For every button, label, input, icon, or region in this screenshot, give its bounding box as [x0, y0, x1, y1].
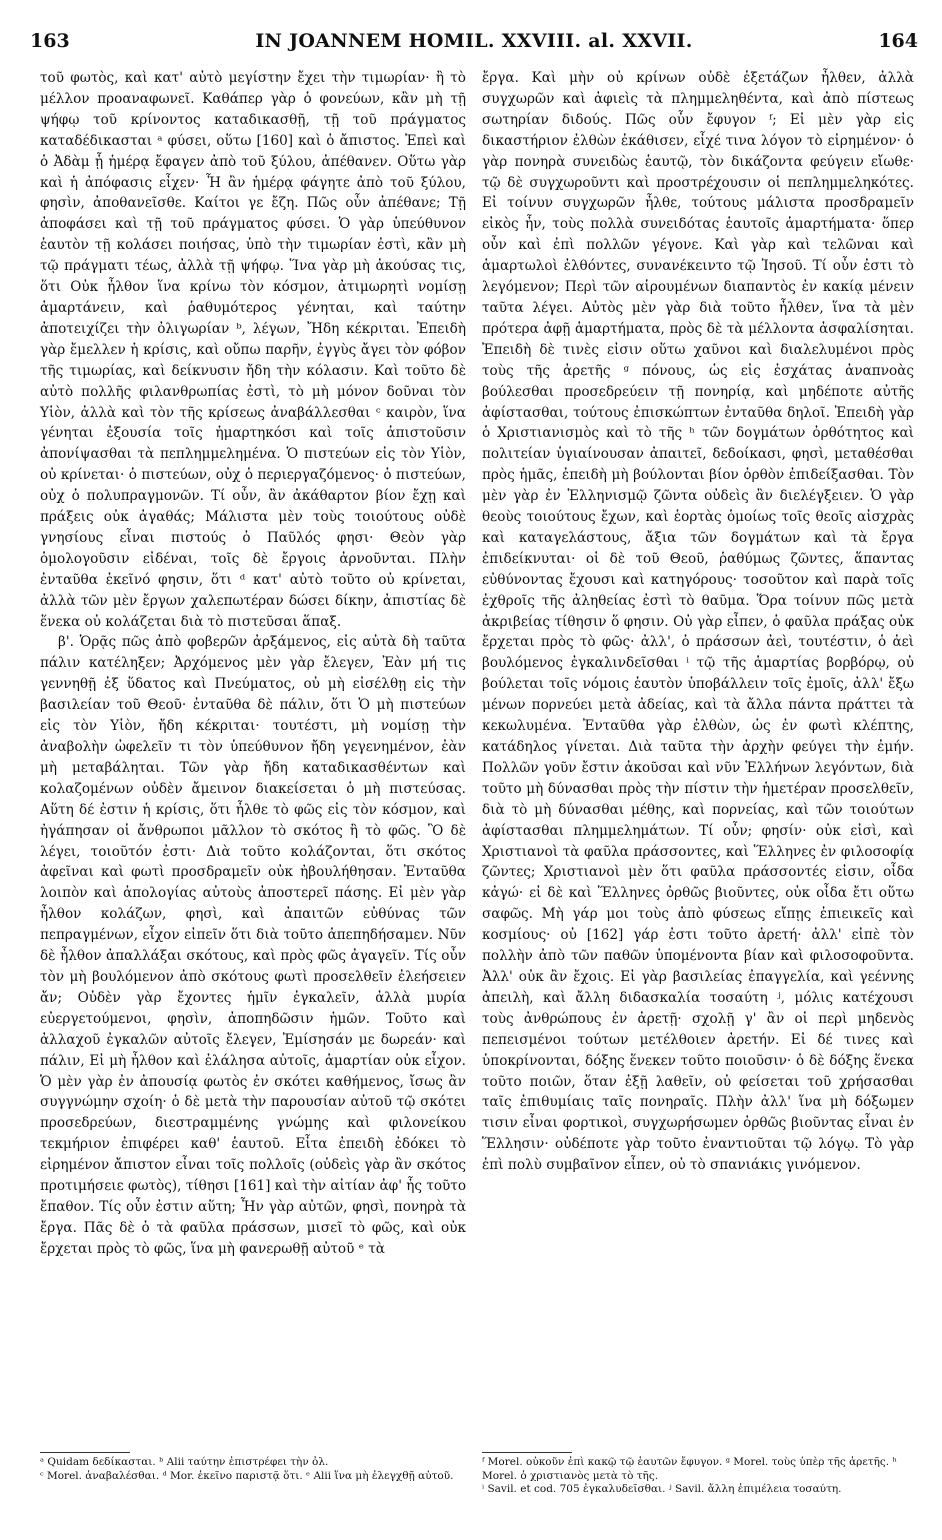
- page-number-left: 163: [30, 30, 70, 52]
- footnote-rule-right: [482, 1452, 572, 1453]
- page-number-right: 164: [878, 30, 918, 52]
- left-paragraph-2: β'. Ὁρᾷς πῶς ἀπὸ φοβερῶν ἀρξάμενος, εἰς αὐτὰ δὴ ταῦτα πάλιν κατέληξεν; Ἀρχόμενος μὲν γὰρ ἔλεγεν, Ἐὰν μή τις γεννηθῇ ἐξ ὕδατος καὶ Πνεύματος, οὐ μὴ εἰσέλθῃ εἰς τὴν βασιλείαν τοῦ Θεοῦ· ἐνταῦθα δὲ πάλιν, ὅτι Ὁ μὴ πιστεύων εἰς τὸν Υἱὸν, ἤδη κέκριται· τουτέστι, μὴ νομίσῃ τὴν ἀναβολὴν ὠφελεῖν τι τὸν ὑπεύθυνον ἤδη γεγενημένον, ἐὰν μὴ μεταβάληται. Τῶν γὰρ ἤδη καταδικασθέντων καὶ κολαζομένων οὐδὲν ἄμεινον διακείσεται ὁ μὴ πιστεύσας. Αὕτη δέ ἐστιν ἡ κρίσις, ὅτι ἦλθε τὸ φῶς εἰς τὸν κόσμον, καὶ ἠγάπησαν οἱ ἄνθρωποι μᾶλλον τὸ σκότος ἢ τὸ φῶς. Ὃ δὲ λέγει, τοιοῦτόν ἐστι· Διὰ τοῦτο κολάζονται, ὅτι σκότος ἀφεῖναι καὶ φωτὶ προσδραμεῖν οὐκ ἠβουλήθησαν. Ἐνταῦθα λοιπὸν καὶ ἀπολογίας αὐτοὺς ἀποστερεῖ πάσης. Εἰ μὲν γὰρ ἦλθον κολάζων, φησὶ, καὶ ἀπαιτῶν εὐθύνας τῶν πεπραγμένων, εἶχον εἰπεῖν ὅτι διὰ τοῦτο ἀπεπηδήσαμεν. Νῦν δὲ ἦλθον ἀπαλλάξαι σκότους, καὶ πρὸς φῶς ἀγαγεῖν. Τίς οὖν τὸν μὴ βουλόμενον ἀπὸ σκότους φωτὶ προσελθεῖν ἐλεήσειεν ἄν; Οὐδὲν γὰρ ἔχοντες ἡμῖν ἐγκαλεῖν, ἀλλὰ μυρία εὐεργετούμενοι, φησὶν, ἀποπηδῶσιν ἡμῶν. Τοῦτο καὶ ἀλλαχοῦ ἐγκαλῶν αὐτοῖς ἔλεγεν, Ἐμίσησάν με δωρεάν· καὶ πάλιν, Εἰ μὴ ἦλθον καὶ ἐλάλησα αὐτοῖς, ἁμαρτίαν οὐκ εἶχον. Ὁ μὲν γὰρ ἐν ἀπουσίᾳ φωτὸς ἐν σκότει καθήμενος, ἴσως ἂν συγγνώμην σχοίη· ὁ δὲ μετὰ τὴν παρουσίαν αὐτοῦ τῷ σκότει προσεδρεύων, διεστραμμένης γνώμης καὶ φιλονείκου τεκμήριον ἐπιφέρει καθ' ἑαυτοῦ. Εἶτα ἐπειδὴ ἐδόκει τὸ εἰρημένον ἄπιστον εἶναι τοῖς πολλοῖς (οὐδεὶς γὰρ ἂν σκότος προτιμήσειε φωτὸς), τίθησι [161] καὶ τὴν αἰτίαν ἀφ' ἧς τοῦτο ἔπαθον. Τίς οὖν ἐστιν αὕτη; Ἦν γὰρ αὐτῶν, φησὶ, πονηρὰ τὰ ἔργα. Πᾶς δὲ ὁ τὰ φαῦλα πράσσων, μισεῖ τὸ φῶς, καὶ οὐκ ἔρχεται πρὸς τὸ φῶς, ἵνα μὴ φανερωθῇ αὐτοῦ ᵉ τὰ: [40, 634, 467, 1257]
- running-title: IN JOANNEM HOMIL. XXVIII. al. XXVII.: [255, 30, 693, 52]
- footnotes-left: [40, 1456, 466, 1483]
- footnote-line: ᶠ Morel. οὐκοῦν ἐπὶ κακῷ τῷ ἑαυτῶν ἔφυγον. ᵍ Morel. τοὺς ὑπὲρ τῆς ἀρετῆς. ʰ Morel. ὁ χριστιανὸς μετὰ τὸ τῆς.: [482, 1456, 897, 1482]
- footnote-line: ᵃ Quidam δεδίκασται. ᵇ Alii ταύτην ἐπιστρέφει τὴν ὀλ.: [40, 1456, 329, 1468]
- page-header: [30, 30, 918, 60]
- right-paragraph-1: ἔργα. Καὶ μὴν οὐ κρίνων οὐδὲ ἐξετάζων ἦλθεν, ἀλλὰ συγχωρῶν καὶ ἀφιεὶς τὰ πλημμεληθέντα, καὶ ἀπὸ πίστεως σωτηρίαν διδούς. Πῶς οὖν ἔφυγον ᶠ; Εἰ μὲν γὰρ εἰς δικαστήριον ἐλθὼν ἐκάθισεν, εἶχέ τινα λόγον τὸ εἰρημένον· ὁ γὰρ πονηρὰ συνειδὼς ἑαυτῷ, τὸν δικάζοντα φεύγειν εἴωθε· τῷ δὲ συγχωροῦντι καὶ προστρέχουσιν οἱ πεπλημμεληκότες. Εἰ τοίνυν συγχωρῶν ἦλθε, τούτους μάλιστα προσδραμεῖν εἰκὸς ἦν, τοὺς πολλὰ συνειδότας ἑαυτοῖς ἁμαρτήματα· ὅπερ οὖν καὶ ἐπὶ πολλῶν γέγονε. Καὶ γὰρ καὶ τελῶναι καὶ ἁμαρτωλοὶ ἐλθόντες, συνανέκειντο τῷ Ἰησοῦ. Τί οὖν ἐστι τὸ λεγόμενον; Περὶ τῶν αἱρουμένων διαπαντὸς ἐν κακίᾳ μένειν ταῦτα λέγει. Αὐτὸς μὲν γὰρ διὰ τοῦτο ἦλθεν, ἵνα τὰ μὲν πρότερα ἀφῇ ἁμαρτήματα, πρὸς δὲ τὰ μέλλοντα ἀσφαλίσηται. Ἐπειδὴ δὲ τινὲς εἰσιν οὕτω χαῦνοι καὶ διαλελυμένοι πρὸς τοὺς τῆς ἀρετῆς ᵍ πόνους, ὡς εἰς ἐσχάτας ἀναπνοὰς βούλεσθαι προσεδρεύειν τῇ πονηρίᾳ, καὶ μηδέποτε αὐτῆς ἀφίστασθαι, τούτους ἐπισκώπτων ἐνταῦθα δηλοῖ. Ἐπειδὴ γὰρ ὁ Χριστιανισμὸς καὶ τὸ τῆς ʰ τῶν δογμάτων ὀρθότητος καὶ πολιτείαν ὑγιαίνουσαν ἀπαιτεῖ, δεδοίκασι, φησὶ, μεταθέσθαι πρὸς ἡμᾶς, ἐπειδὴ μὴ βούλονται βίον ὀρθὸν ἐπιδείξασθαι. Τὸν μὲν γὰρ ἐν Ἑλληνισμῷ ζῶντα οὐδεὶς ἂν διελέγξειεν. Ὁ γὰρ θεοὺς τοιούτους ἔχων, καὶ ἑορτὰς ὁμοίως τοῖς θεοῖς αἰσχρὰς καὶ καταγελάστους, ἄξια τῶν δογμάτων καὶ τὰ ἔργα ἐπιδείκνυται· οἱ δὲ τοῦ Θεοῦ, ῥαθύμως ζῶντες, ἅπαντας εὐθύνοντας ἔχουσι καὶ κατηγόρους· τοσοῦτον καὶ παρὰ τοῖς ἐχθροῖς τῆς ἀληθείας ἐστὶ τὸ θαῦμα. Ὅρα τοίνυν πῶς μετὰ ἀκριβείας τίθησιν ὅ φησιν. Οὐ γὰρ εἶπεν, ὁ φαῦλα πράξας οὐκ ἔρχεται πρὸς τὸ φῶς· ἀλλ', ὁ πράσσων ἀεὶ, τουτέστιν, ὁ ἀεὶ βουλόμενος ἐγκαλινδεῖσθαι ⁱ τῷ τῆς ἁμαρτίας βορβόρῳ, οὐ βούλεται τοῖς νόμοις ἑαυτὸν ὑποβάλλειν τοῖς ἐμοῖς, ἀλλ' ἔξω μένων πορνεύει μετὰ ἀδείας, καὶ τὰ ἄλλα πάντα πράττει τὰ κεκωλυμένα. Ἐνταῦθα γὰρ ἐλθὼν, ὡς ἐν φωτὶ κλέπτης, κατάδηλος γίνεται. Διὰ ταῦτα τὴν ἀρχὴν φεύγει τὴν ἐμήν. Πολλῶν γοῦν ἔστιν ἀκοῦσαι καὶ νῦν Ἑλλήνων λεγόντων, διὰ τοῦτο μὴ δύνασθαι πρὸς τὴν πίστιν τὴν ἡμετέραν προσελθεῖν, διὰ τὸ μὴ δύνασθαι μέθης, καὶ πορνείας, καὶ τῶν τοιούτων ἀφίστασθαι πλημμελημάτων. Τί οὖν; φησίν· οὐκ εἰσὶ, καὶ Χριστιανοὶ τὰ φαῦλα πράσσοντες, καὶ Ἕλληνες ἐν φιλοσοφίᾳ ζῶντες; Χριστιανοὶ μὲν ὅτι φαῦλα πράσσοντές εἰσιν, οἶδα κἀγώ· εἰ δὲ καὶ Ἕλληνες ὀρθῶς βιοῦντες, οὐκ οἶδα ἔτι οὕτω σαφῶς. Μὴ γάρ μοι τοὺς ἀπὸ φύσεως εἴπῃς ἐπιεικεῖς καὶ κοσμίους· οὐ [162] γάρ ἐστι τοῦτο ἀρετή· ἀλλ' εἰπὲ τὸν πολλὴν ἀπὸ τῶν παθῶν ὑπομένοντα βίαν καὶ φιλοσοφοῦντα. Ἀλλ' οὐκ ἂν ἔχοις. Εἰ γὰρ βασιλείας ἐπαγγελία, καὶ γεέννης ἀπειλὴ, καὶ ἄλλη διδασκαλία τοσαύτη ʲ, μόλις κατέχουσι τοὺς ἀνθρώπους ἐν ἀρετῇ· σχολῇ γ' ἂν οἱ περὶ μηδενὸς πεπεισμένοι τούτων μετέλθοιεν ἀρετήν. Εἰ δέ τινες καὶ ὑποκρίνονται, δόξης ἕνεκεν τοῦτο ποιοῦσιν· ὁ δὲ δόξης ἕνεκα τοῦτο ποιῶν, ὅταν ἐξῇ λαθεῖν, οὐ φείσεται τοῦ χρήσασθαι ταῖς ἐπιθυμίαις ταῖς πονηραῖς. Πλὴν ἀλλ' ἵνα μὴ δόξωμεν τισιν εἶναι φορτικοὶ, συγχωρήσωμεν ὀρθῶς βιοῦντας εἶναι ἐν Ἕλλησιν· οὐδέποτε γὰρ τοῦτο ἐναντιοῦται τῷ λόγῳ. Τὸ γὰρ ἐπὶ πολὺ συμβαῖνον εἶπεν, οὐ τὸ σπανιάκις γινόμενον.: [482, 70, 914, 1174]
- right-column: [482, 68, 914, 1176]
- footnote-line: ⁱ Savil. et cod. 705 ἐγκαλυδεῖσθαι. ʲ Savil. ἄλλη ἐπιμέλεια τοσαύτη.: [482, 1483, 842, 1495]
- footnote-line: ᶜ Morel. ἀναβαλέσθαι. ᵈ Mor. ἐκεῖνο παριστᾷ ὅτι. ᵉ Alii ἵνα μὴ ἐλεγχθῇ αὐτοῦ.: [40, 1469, 454, 1482]
- left-column: [40, 68, 466, 1260]
- left-paragraph-1: τοῦ φωτὸς, καὶ κατ' αὐτὸ μεγίστην ἔχει τὴν τιμωρίαν· ἢ τὸ μέλλον προαναφωνεῖ. Καθάπερ γὰρ ὁ φονεύων, κἂν μὴ τῇ ψήφῳ τοῦ κρίνοντος καταδικασθῇ, τῇ τοῦ πράγματος καταδέδικασται ᵃ φύσει, οὕτω [160] καὶ ὁ ἄπιστος. Ἐπεὶ καὶ ὁ Ἀδὰμ ᾗ ἡμέρᾳ ἔφαγεν ἀπὸ τοῦ ξύλου, ἀπέθανεν. Οὕτω γὰρ καὶ ἡ ἀπόφασις εἶχεν· Ἧ ἂν ἡμέρᾳ φάγητε ἀπὸ τοῦ ξύλου, φησὶν, ἀποθανεῖσθε. Καίτοι γε ἔζη. Πῶς οὖν ἀπέθανε; Τῇ ἀποφάσει καὶ τῇ τοῦ πράγματος φύσει. Ὁ γὰρ ὑπεύθυνον ἑαυτὸν τῇ κολάσει ποιήσας, ὑπὸ τὴν τιμωρίαν ἐστὶ, κἂν μὴ τῷ πράγματι τέως, ἀλλὰ τῇ ψήφῳ. Ἵνα γὰρ μὴ ἀκούσας τις, ὅτι Οὐκ ἦλθον ἵνα κρίνω τὸν κόσμον, ἀτιμωρητὶ νομίσῃ ἁμαρτάνειν, καὶ ῥαθυμότερος γένηται, καὶ ταύτην ἀποτειχίζει τὴν ὀλιγωρίαν ᵇ, λέγων, Ἤδη κέκριται. Ἐπειδὴ γὰρ ἔμελλεν ἡ κρίσις, καὶ οὔπω παρῆν, ἐγγὺς ἄγει τὸν φόβον τῆς τιμωρίας, καὶ δείκνυσιν ἤδη τὴν κόλασιν. Καὶ τοῦτο δὲ αὐτὸ πολλῆς φιλανθρωπίας ἐστὶ, τὸ μὴ μόνον δοῦναι τὸν Υἱὸν, ἀλλὰ καὶ τὸν τῆς κρίσεως ἀναβάλλεσθαι ᶜ καιρὸν, ἵνα γένηται ἐξουσία τοῖς ἡμαρτηκόσι καὶ τοῖς ἀπιστοῦσιν ἀπονίψασθαι τὰ πεπλημμελημένα. Ὁ πιστεύων εἰς τὸν Υἱὸν, οὐ κρίνεται· ὁ πιστεύων, οὐχ ὁ περιεργαζόμενος· ὁ πιστεύων, οὐχ ὁ πολυπραγμονῶν. Τί οὖν, ἂν ἀκάθαρτον βίον ἔχῃ καὶ πράξεις οὐκ ἀγαθάς; Μάλιστα μὲν τοὺς τοιούτους οὐδὲ γνησίους εἶναι πιστούς ὁ Παῦλός φησι· Θεὸν γὰρ ὁμολογοῦσιν εἰδέναι, τοῖς δὲ ἔργοις ἀρνοῦνται. Πλὴν ἐνταῦθα ἐκεῖνό φησιν, ὅτι ᵈ κατ' αὐτὸ τοῦτο οὐ κρίνεται, ἀλλὰ τῶν μὲν ἔργων χαλεπωτέραν δώσει δίκην, ἀπιστίας δὲ ἕνεκα οὐ κολάζεται διὰ τὸ πιστεῦσαι ἅπαξ.: [40, 70, 466, 630]
- footnotes-right: [482, 1456, 914, 1497]
- footnote-rule-left: [40, 1452, 130, 1453]
